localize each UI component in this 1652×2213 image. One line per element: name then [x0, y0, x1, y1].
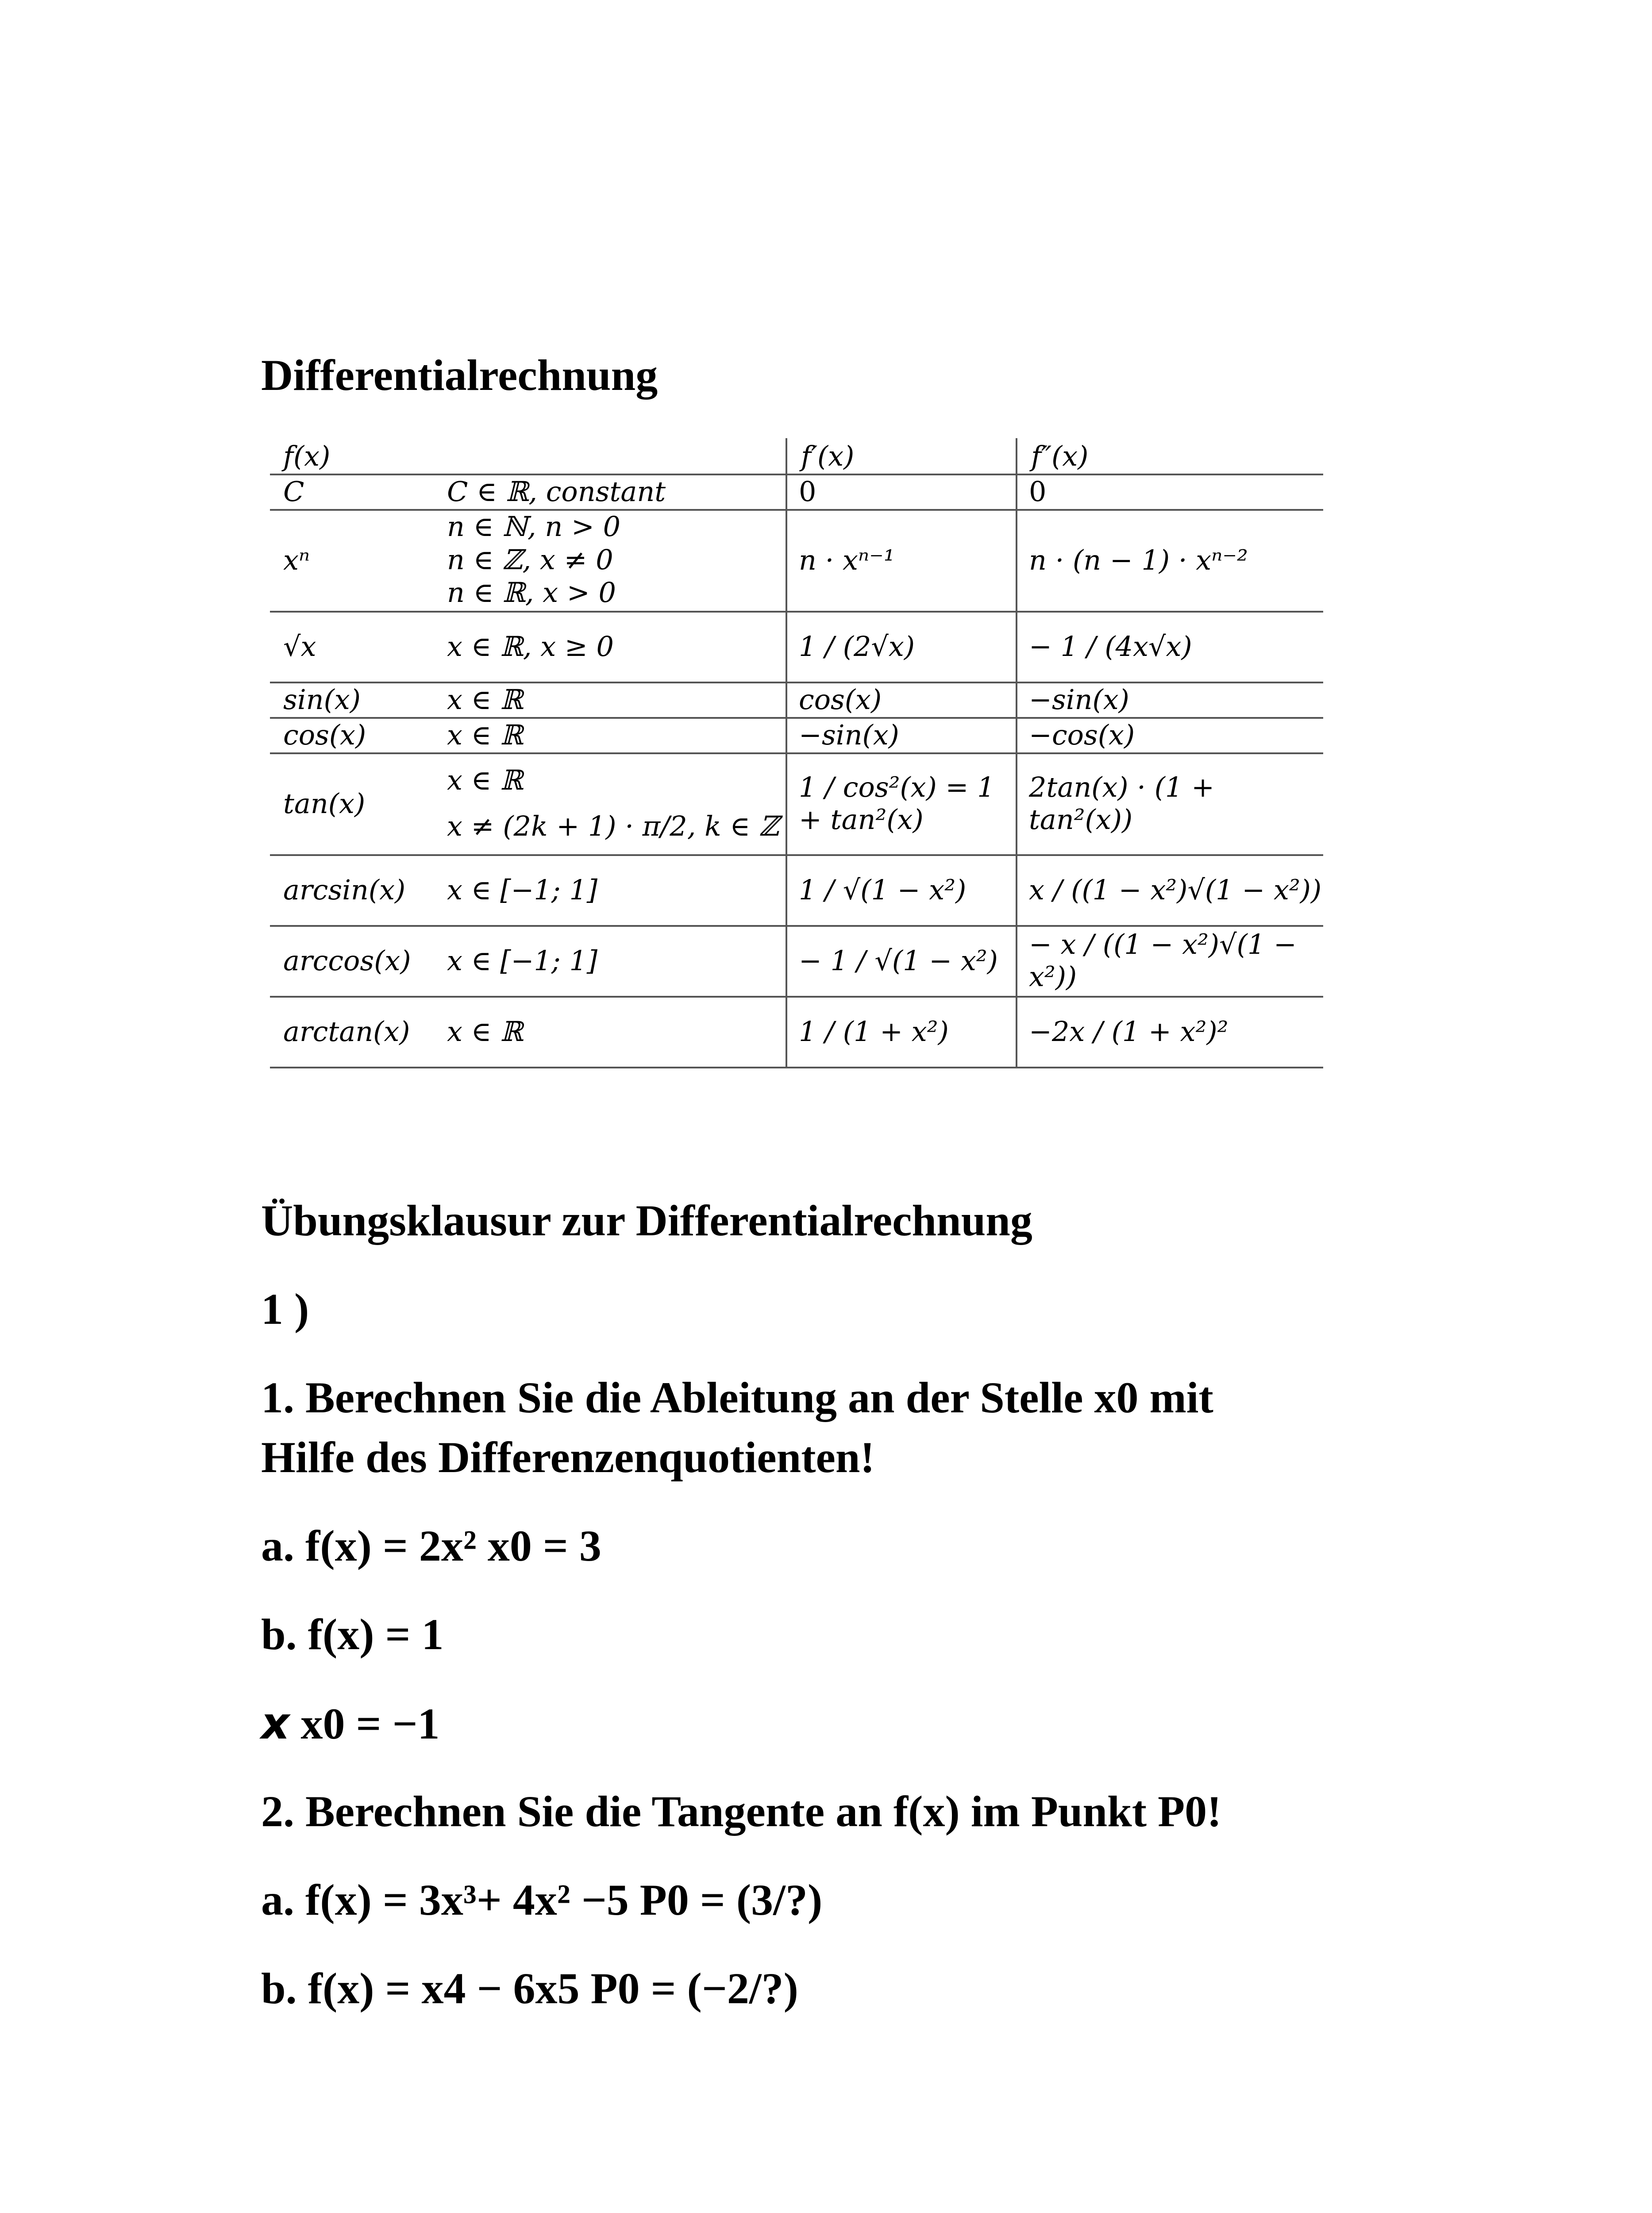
task-2a: a. f(x) = 3x³+ 4x² −5 P0 = (3/?)	[261, 1875, 823, 1924]
row-first-derivative: n · xⁿ⁻¹	[799, 544, 895, 576]
condition-line: n ∈ ℕ, n > 0	[447, 510, 621, 543]
task-2: 2. Berechnen Sie die Tangente an f(x) im Punkt P0!	[261, 1787, 1222, 1836]
row-first-derivative: 1 / √(1 − x²)	[799, 873, 967, 906]
row-first-derivative: −sin(x)	[799, 718, 899, 751]
condition-line: x ∈ ℝ	[447, 763, 523, 796]
row-condition	[447, 509, 620, 611]
row-second-derivative: − 1 / (4x√x)	[1029, 630, 1192, 663]
row-function: xⁿ	[283, 544, 310, 576]
exercise-title: Übungsklausur zur Differentialrechnung	[261, 1196, 1032, 1245]
row-first-derivative: − 1 / √(1 − x²)	[799, 944, 998, 977]
task-1-line-1: 1. Berechnen Sie die Ableitung an der Stelle x0 mit	[261, 1373, 1213, 1422]
row-function: C	[283, 475, 304, 508]
row-function: cos(x)	[283, 718, 366, 751]
table-row	[270, 474, 1323, 511]
table-row	[270, 509, 1323, 613]
row-condition: x ∈ ℝ	[447, 718, 523, 751]
column-divider	[1016, 438, 1017, 1067]
row-function: tan(x)	[283, 787, 366, 820]
column-divider	[786, 438, 787, 1067]
row-function: arcsin(x)	[283, 873, 406, 906]
row-second-derivative: x / ((1 − x²)√(1 − x²))	[1029, 873, 1322, 906]
task-1b-point: x0 = −1	[289, 1699, 440, 1748]
task-1a: a. f(x) = 2x² x0 = 3	[261, 1521, 601, 1570]
row-condition: x ∈ ℝ, x ≥ 0	[447, 630, 614, 663]
row-condition: x ∈ ℝ	[447, 1015, 523, 1048]
task-1-line-2: Hilfe des Differenzenquotienten!	[261, 1433, 875, 1482]
row-first-derivative: 1 / (1 + x²)	[799, 1015, 949, 1048]
row-condition: x ∈ [−1; 1]	[447, 944, 598, 977]
row-first-derivative: 1 / cos²(x) = 1 + tan²(x)	[799, 771, 995, 836]
row-second-derivative: n · (n − 1) · xⁿ⁻²	[1029, 544, 1248, 576]
task-1b-continued	[261, 1697, 439, 1749]
row-first-derivative: 1 / (2√x)	[799, 630, 915, 663]
row-function: arctan(x)	[283, 1015, 410, 1048]
table-row	[270, 752, 1323, 856]
header-f-prime: f′(x)	[801, 440, 855, 472]
table-row	[270, 854, 1323, 927]
exercise-number: 1 )	[261, 1284, 309, 1334]
header-f-double-prime: f″(x)	[1031, 440, 1089, 472]
row-first-derivative: 0	[799, 475, 816, 508]
row-second-derivative: 0	[1029, 475, 1047, 508]
page-title: Differentialrechnung	[261, 351, 658, 400]
row-second-derivative: −2x / (1 + x²)²	[1029, 1015, 1228, 1048]
task-2b: b. f(x) = x4 − 6x5 P0 = (−2/?)	[261, 1964, 798, 2013]
table-header-row	[270, 438, 1323, 475]
table-row	[270, 996, 1323, 1068]
condition-line: x ≠ (2k + 1) · π/2, k ∈ ℤ	[447, 810, 779, 842]
table-row	[270, 611, 1323, 683]
row-condition: x ∈ ℝ	[447, 683, 523, 716]
row-first-derivative: cos(x)	[799, 683, 882, 716]
task-1b: b. f(x) = 1	[261, 1610, 444, 1659]
condition-line: n ∈ ℝ, x > 0	[447, 576, 616, 609]
condition-line: n ∈ ℤ, x ≠ 0	[447, 543, 613, 576]
table-row	[270, 925, 1323, 998]
row-condition	[447, 752, 779, 854]
row-second-derivative: −cos(x)	[1029, 718, 1135, 751]
row-condition: x ∈ [−1; 1]	[447, 873, 598, 906]
task-1b-variable: 𝙭	[261, 1699, 290, 1748]
row-second-derivative: − x / ((1 − x²)√(1 − x²))	[1029, 928, 1297, 993]
row-condition: C ∈ ℝ, constant	[447, 475, 666, 508]
row-function: sin(x)	[283, 683, 361, 716]
row-function: arccos(x)	[283, 944, 411, 977]
row-function: √x	[283, 630, 316, 663]
header-f: f(x)	[283, 440, 331, 472]
table-row	[270, 682, 1323, 719]
table-row	[270, 717, 1323, 754]
row-second-derivative: 2tan(x) · (1 + tan²(x))	[1029, 771, 1215, 836]
row-second-derivative: −sin(x)	[1029, 683, 1129, 716]
